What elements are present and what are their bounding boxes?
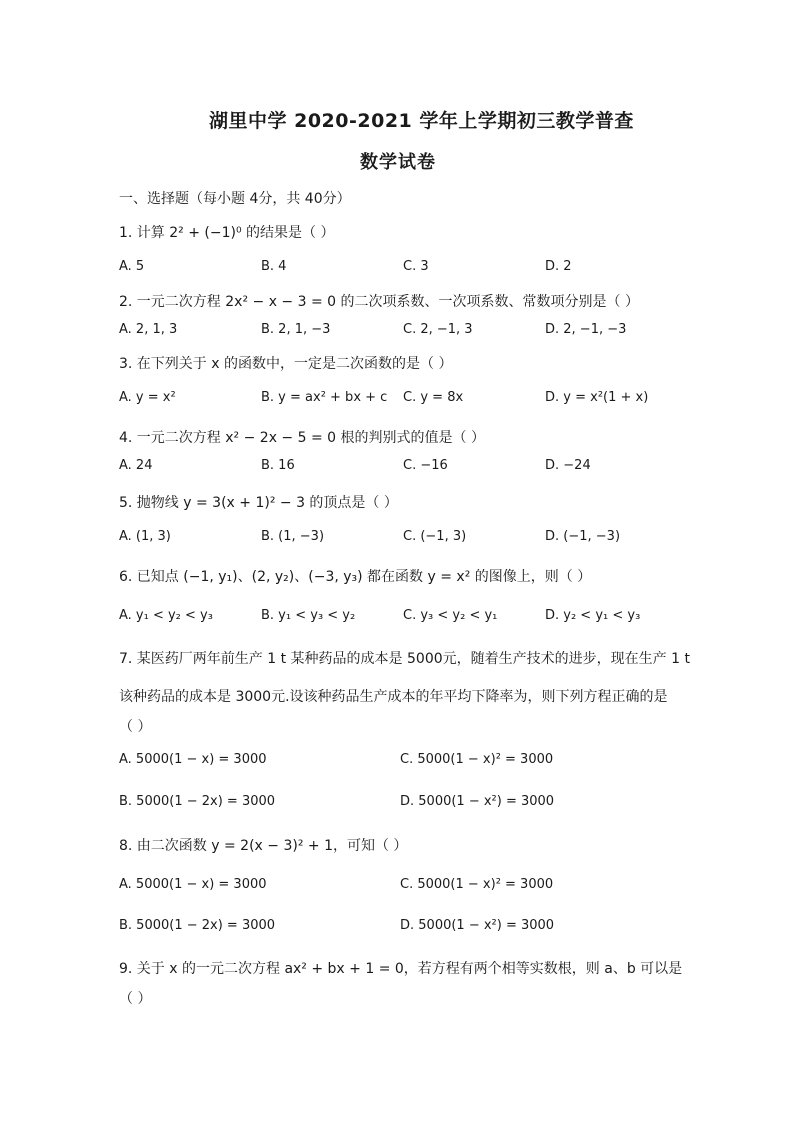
question-3-option-b: B. y = ax² + bx + c — [261, 390, 388, 405]
question-7-option-b: B. 5000(1 − 2x) = 3000 — [119, 794, 276, 809]
question-2-stem: 2. 一元二次方程 2x² − x − 3 = 0 的二次项系数、一次项系数、常数项分别是（ ） — [119, 294, 639, 310]
question-8-stem: 8. 由二次函数 y = 2(x − 3)² + 1，可知（ ） — [119, 838, 408, 854]
question-3-option-a: A. y = x² — [119, 390, 176, 405]
question-6-option-d: D. y₂ < y₁ < y₃ — [545, 608, 641, 623]
question-2-option-c: C. 2, −1, 3 — [403, 322, 473, 337]
question-3-option-c: C. y = 8x — [403, 390, 464, 405]
exam-subtitle: 数学试卷 — [360, 152, 436, 173]
question-9-stem-line-1: 9. 关于 x 的一元二次方程 ax² + bx + 1 = 0，若方程有两个相等实数根，则 a、b 可以是 — [119, 961, 683, 977]
question-3-option-d: D. y = x²(1 + x) — [545, 390, 649, 405]
question-4-option-b: B. 16 — [261, 458, 295, 473]
question-8-option-b: B. 5000(1 − 2x) = 3000 — [119, 918, 276, 933]
question-1-option-d: D. 2 — [545, 259, 572, 274]
question-3-stem: 3. 在下列关于 x 的函数中，一定是二次函数的是（ ） — [119, 356, 453, 372]
question-4-option-a: A. 24 — [119, 458, 153, 473]
question-7-stem-line-1: 7. 某医药厂两年前生产 1 t 某种药品的成本是 5000元，随着生产技术的进步，现在生产 1 t — [119, 651, 690, 667]
question-5-option-c: C. (−1, 3) — [403, 529, 467, 544]
question-7-stem-line-2: 该种药品的成本是 3000元.设该种药品生产成本的年平均下降率为，则下列方程正确的是 — [119, 689, 668, 705]
exam-title: 湖里中学 2020-2021 学年上学期初三教学普查 — [209, 110, 634, 132]
question-4-option-c: C. −16 — [403, 458, 448, 473]
question-1-option-c: C. 3 — [403, 259, 429, 274]
question-5-option-d: D. (−1, −3) — [545, 529, 621, 544]
question-5-stem: 5. 抛物线 y = 3(x + 1)² − 3 的顶点是（ ） — [119, 495, 398, 511]
question-7-option-c: C. 5000(1 − x)² = 3000 — [400, 752, 554, 767]
question-6-option-b: B. y₁ < y₃ < y₂ — [261, 608, 356, 623]
question-2-option-b: B. 2, 1, −3 — [261, 322, 331, 337]
question-5-option-a: A. (1, 3) — [119, 529, 171, 544]
question-4-stem: 4. 一元二次方程 x² − 2x − 5 = 0 根的判别式的值是（ ） — [119, 430, 485, 446]
question-1-stem: 1. 计算 2² + (−1)⁰ 的结果是（ ） — [119, 225, 335, 241]
question-2-option-a: A. 2, 1, 3 — [119, 322, 178, 337]
question-9-stem-line-2: （ ） — [119, 991, 152, 1007]
question-7-option-d: D. 5000(1 − x²) = 3000 — [400, 794, 555, 809]
question-6-option-a: A. y₁ < y₂ < y₃ — [119, 608, 213, 623]
question-8-option-d: D. 5000(1 − x²) = 3000 — [400, 918, 555, 933]
question-8-option-a: A. 5000(1 − x) = 3000 — [119, 877, 267, 892]
question-2-option-d: D. 2, −1, −3 — [545, 322, 627, 337]
question-7-option-a: A. 5000(1 − x) = 3000 — [119, 752, 267, 767]
section-heading: 一、选择题（每小题 4分，共 40分） — [119, 191, 351, 207]
question-8-option-c: C. 5000(1 − x)² = 3000 — [400, 877, 554, 892]
question-1-option-a: A. 5 — [119, 259, 145, 274]
question-5-option-b: B. (1, −3) — [261, 529, 325, 544]
question-4-option-d: D. −24 — [545, 458, 591, 473]
question-6-option-c: C. y₃ < y₂ < y₁ — [403, 608, 498, 623]
question-1-option-b: B. 4 — [261, 259, 287, 274]
question-6-stem: 6. 已知点 (−1, y₁)、(2, y₂)、(−3, y₃) 都在函数 y = x² 的图像上，则（ ） — [119, 569, 592, 585]
question-7-stem-line-3: （ ） — [119, 719, 152, 735]
